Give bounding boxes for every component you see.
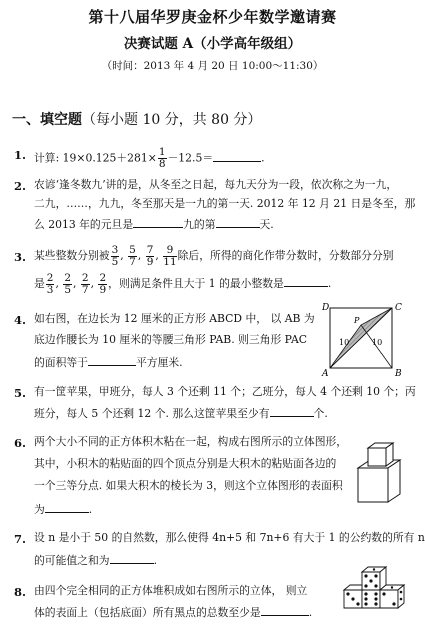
q5-text-b: 个. xyxy=(313,407,328,420)
question-number: 4. xyxy=(14,313,27,327)
question-number: 8. xyxy=(14,585,27,599)
q2-line-3 xyxy=(34,216,274,232)
q5-text-a: 班分，每人 5 个还剩 12 个. 那么这筐苹果至少有 xyxy=(34,407,270,420)
label-side-1: 10 xyxy=(339,338,350,347)
exam-subtitle: 决赛试题 A（小学高年级组） xyxy=(123,36,302,52)
q3-line-2: 是 $\frac{2}{3}$ , $\frac{2}{5}$ , $\frac{2}{7}$ , $\frac{2}{9}$ ，则满足条件且大于 1 的最小整数是 . xyxy=(34,271,332,296)
q2-text-b: 九的第 xyxy=(183,218,216,231)
q1-text-b: －12.5＝ xyxy=(167,151,214,165)
fraction xyxy=(163,245,176,268)
answer-blank[interactable] xyxy=(284,275,328,287)
q6-line-1: 两个大小不同的正方体积木粘在一起，构成右图所示的立体图形， xyxy=(34,435,348,448)
big-cube-front xyxy=(358,468,388,502)
fraction xyxy=(128,245,137,268)
frac-den: 8 xyxy=(158,158,166,170)
q4-line-3 xyxy=(34,354,183,370)
label-d: D xyxy=(322,303,330,313)
question-number: 6. xyxy=(14,436,27,450)
frac-den: 9 xyxy=(99,283,107,296)
question-number: 7. xyxy=(14,532,27,546)
frac-num: 7 xyxy=(146,243,154,256)
q2-text-c: 天. xyxy=(259,218,274,231)
frac-den: 7 xyxy=(81,283,89,296)
frac-num: 2 xyxy=(81,271,89,284)
stacked-cubes-figure xyxy=(352,436,412,508)
question-1 xyxy=(34,147,265,170)
label-b: B xyxy=(395,369,402,379)
q4-text-b: 平方厘米. xyxy=(135,356,183,369)
fraction xyxy=(111,245,120,268)
q4-text-a: 的面积等于 xyxy=(34,356,88,369)
q4-line-1: 如右图，在边长为 12 厘米的正方形 ABCD 中， 以 AB 为 xyxy=(34,312,315,325)
q6-text-a: 为 xyxy=(34,503,45,516)
q3-text-c: 是 xyxy=(34,277,45,290)
frac-num: 2 xyxy=(99,271,107,284)
answer-blank[interactable] xyxy=(110,552,154,564)
fraction xyxy=(63,273,72,296)
q6-line-4 xyxy=(34,501,92,517)
section-note: （每小题 10 分，共 80 分） xyxy=(82,112,262,128)
frac-den: 5 xyxy=(111,255,119,268)
exam-title: 第十八届华罗庚金杯少年数学邀请赛 xyxy=(88,8,337,26)
frac-den: 5 xyxy=(64,283,72,296)
die-right-front xyxy=(380,590,398,608)
q4-line-2: 底边作腰长为 10 厘米的等腰三角形 PAB. 则三角形 PAC xyxy=(34,333,308,346)
answer-blank[interactable] xyxy=(213,150,261,162)
q3-text-a: 某些整数分别被 xyxy=(34,249,110,262)
q7-line-1: 设 n 是小于 50 的自然数，那么使得 4n+5 和 7n+6 有大于 1 的公约数的所有 n xyxy=(34,531,425,544)
label-c: C xyxy=(395,303,402,313)
q1-text-a: 计算: 19×0.125＋281× xyxy=(34,151,157,165)
answer-blank[interactable] xyxy=(133,216,183,228)
fraction xyxy=(146,245,155,268)
q6-line-3: 一个三等分点. 如果大积木的棱长为 3，则这个立体图形的表面积 xyxy=(34,479,343,492)
die-left-top xyxy=(344,585,362,590)
answer-blank[interactable] xyxy=(216,216,260,228)
question-number: 1. xyxy=(14,148,27,162)
section-heading xyxy=(12,109,261,129)
answer-blank[interactable] xyxy=(45,501,89,513)
frac-den: 9 xyxy=(146,255,154,268)
answer-blank[interactable] xyxy=(261,604,309,616)
small-cube-front xyxy=(368,448,386,466)
q2-text-a: 么 2013 年的元旦是 xyxy=(34,218,134,231)
q6-text-b: . xyxy=(88,503,93,516)
q8-text-a: 体的表面上（包括底面）所有黑点的总数至少是 xyxy=(34,606,261,619)
frac-num: 5 xyxy=(129,243,136,256)
frac-num: 1 xyxy=(158,146,166,158)
square-triangle-figure xyxy=(318,300,408,380)
fraction xyxy=(81,273,90,296)
q8-line-1: 由四个完全相同的正方体堆积成如右图所示的立体， 则立 xyxy=(34,584,308,597)
q7-line-2 xyxy=(34,552,157,568)
frac-num: 3 xyxy=(111,243,119,256)
dice-stack-figure xyxy=(330,566,420,624)
frac-num: 2 xyxy=(64,271,72,284)
question-number: 5. xyxy=(14,386,27,400)
frac-den: 3 xyxy=(46,283,54,296)
q5-line-1: 有一筐苹果，甲班分，每人 3 个还剩 11 个；乙班分，每人 4 个还剩 10 个；丙 xyxy=(34,385,416,398)
frac-num: 9 xyxy=(163,245,176,257)
q8-line-2 xyxy=(34,604,312,620)
q2-line-2: 二九，……，九九，冬至那天是一九的第一天. 2012 年 12 月 21 日是冬至，那 xyxy=(34,197,416,210)
label-p: P xyxy=(354,316,360,325)
fraction xyxy=(158,147,167,170)
label-a: A xyxy=(322,369,329,379)
frac-den: 11 xyxy=(163,255,177,268)
q3-text-b: 除后，所得的商化作带分数时，分数部分分别 xyxy=(177,249,394,262)
answer-blank[interactable] xyxy=(270,405,314,417)
q7-text-b: . xyxy=(153,554,158,567)
question-number: 2. xyxy=(14,179,27,193)
fraction xyxy=(46,273,55,296)
big-cube-side xyxy=(388,460,400,502)
q2-line-1: 农谚‘逢冬数九’讲的是，从冬至之日起，每九天分为一段，依次称之为一九， xyxy=(34,178,398,191)
exam-time: （时间：2013 年 4 月 20 日 10:00～11:30） xyxy=(101,60,324,72)
q3-line-1: 某些整数分别被 $\frac{3}{5}$ , $\frac{5}{7}$ , $\frac{7}{9}$ , $\frac{9}{11}$ 除后，所得的商化作带分数时，分数部分分别 xyxy=(34,243,394,268)
frac-den: 7 xyxy=(129,255,136,268)
q6-line-2: 其中，小积木的粘贴面的四个顶点分别是大积木的粘贴面各边的 xyxy=(34,457,337,470)
q7-text-a: 的可能值之和为 xyxy=(34,554,110,567)
answer-blank[interactable] xyxy=(88,354,136,366)
q3-text-e: . xyxy=(327,277,332,290)
q8-text-b: . xyxy=(308,606,313,619)
section-label: 一、填空题 xyxy=(12,112,82,128)
q5-line-2 xyxy=(34,405,328,421)
frac-num: 2 xyxy=(46,271,54,284)
label-side-2: 10 xyxy=(372,338,383,347)
question-number: 3. xyxy=(14,250,27,264)
q1-text-c: . xyxy=(261,151,265,165)
q3-text-d: ，则满足条件且大于 1 的最小整数是 xyxy=(108,277,284,290)
fraction xyxy=(98,273,107,296)
